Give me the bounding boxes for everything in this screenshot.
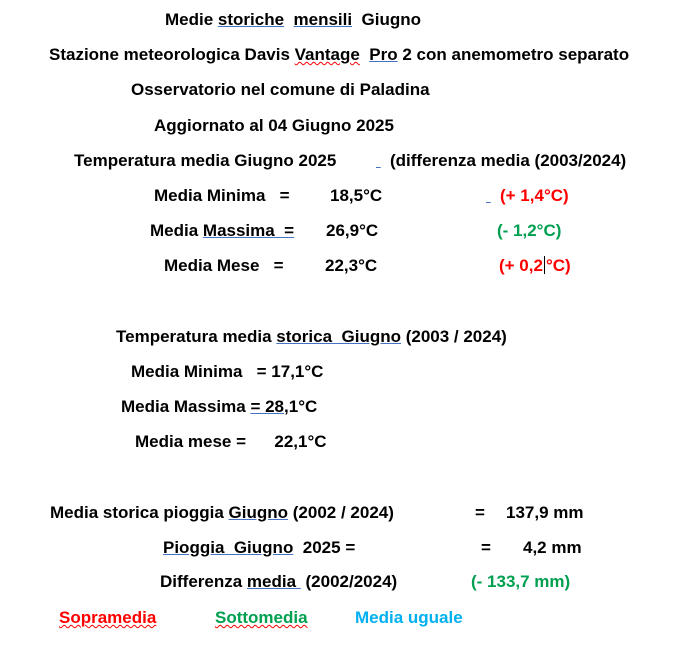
current-mese-label: Media Mese =	[164, 256, 284, 275]
legend-below: Sottomedia	[215, 608, 308, 627]
current-max-label: Media Massima =	[150, 221, 295, 240]
diff-heading: (differenza media (2003/2024)	[390, 151, 627, 170]
current-max-value: 26,9°C	[326, 221, 379, 240]
rain-diff-value: (- 133,7 mm)	[471, 572, 571, 591]
observatory-line: Osservatorio nel comune di Paladina	[131, 80, 430, 99]
current-mese-diff: (+ 0,2 °C)	[499, 256, 571, 275]
rain-current-label: Pioggia Giugno 2025 =	[163, 538, 356, 557]
current-min-label: Media Minima =	[154, 186, 290, 205]
current-mese-value: 22,3°C	[325, 256, 378, 275]
rain-historic-eq: =	[475, 503, 485, 522]
historic-min: Media Minima = 17,1°C	[131, 362, 324, 381]
station-line: Stazione meteorologica Davis Vantage Pro 2 con anemometro separato	[49, 45, 630, 64]
current-min-value: 18,5°C	[330, 186, 383, 205]
current-max-diff: (- 1,2°C)	[497, 221, 562, 240]
legend-above: Sopramedia	[59, 608, 157, 627]
historic-mese: Media mese = 22,1°C	[135, 432, 327, 451]
doc-title: Medie storiche mensili Giugno	[165, 10, 422, 29]
rain-current-value: 4,2 mm	[523, 538, 582, 557]
rain-historic-value: 137,9 mm	[506, 503, 584, 522]
text-cursor	[544, 256, 545, 274]
rain-historic-label: Media storica pioggia Giugno (2002 / 2024)	[50, 503, 394, 522]
historic-heading: Temperatura media storica Giugno (2003 / 2024)	[116, 327, 507, 346]
current-min-diff: (+ 1,4°C)	[500, 186, 569, 205]
legend-equal: Media uguale	[355, 608, 463, 627]
rain-diff-label: Differenza media (2002/2024)	[160, 572, 398, 591]
current-heading: Temperatura media Giugno 2025	[74, 151, 337, 170]
historic-max: Media Massima = 28,1°C	[121, 397, 318, 416]
updated-line: Aggiornato al 04 Giugno 2025	[154, 116, 394, 135]
rain-current-eq: =	[481, 538, 491, 557]
